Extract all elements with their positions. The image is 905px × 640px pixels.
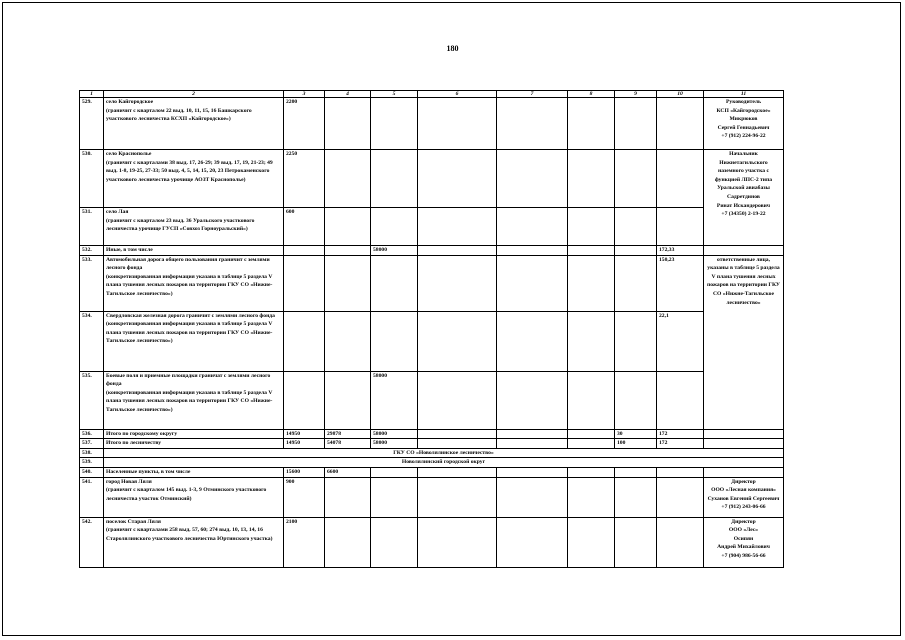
contact-cell: ответственные лица, указаны в таблице 5 раздела V плана тушения лесных пожаров на территории ГКУ СО «Нижне-Тагильское лесничество» [704,255,784,429]
section-title: ГКУ СО «Новолялинское лесничество» [104,448,784,458]
cell-col10: 150,23 [657,255,704,311]
section-row [80,448,784,458]
cell-col9 [615,98,657,150]
cell-col7 [497,208,568,246]
cell-col9 [615,150,657,208]
table-row [80,208,784,246]
cell-col7 [497,246,568,256]
cell-col9 [615,246,657,256]
page-number: 180 [446,44,459,53]
row-description: село Краснополье (граничит с кварталами 38 выд. 17, 26-29; 39 выд. 17, 19, 21-23; 49 выд. 1-8, 19-25, 27-33; 50 выд. 4, 5, 14, 15, 20, 23 Петрокаменского участкового лесничества урочище АОЗТ Краснополье) [104,150,284,208]
table-row [80,477,784,517]
cell-col10 [657,150,704,208]
cell-col3: 2200 [284,98,325,150]
cell-col3 [284,311,325,371]
col-header: 9 [615,91,657,98]
cell-col4 [325,371,371,429]
row-description: село Кайгородское (граничит с кварталом 22 выд. 10, 11, 15, 16 Башкарского участкового лесничества КСХП «Кайгородское») [104,98,284,150]
col-header: 10 [657,91,704,98]
cell-col8 [568,517,615,567]
cell-col10: 22,1 [657,311,704,371]
table-row [80,371,784,429]
cell-col3 [284,246,325,256]
table-row [80,150,784,208]
cell-col8 [568,467,615,477]
section-title: Новолялинский городской округ [104,458,784,468]
contact-cell: Директор ООО «Лесная компания» Суханов Евгений Сергеевич +7 (912) 243-06-66 [704,477,784,517]
cell-col5 [371,467,418,477]
cell-col7 [497,477,568,517]
contact-cell [704,439,784,449]
col-header: 8 [568,91,615,98]
table-row [80,439,784,449]
col-header: 4 [325,91,371,98]
cell-col8 [568,439,615,449]
cell-col10: 172 [657,439,704,449]
cell-col3: 15600 [284,467,325,477]
cell-col10: 172,33 [657,246,704,256]
cell-col5: 58000 [371,246,418,256]
cell-col3 [284,255,325,311]
cell-col7 [497,255,568,311]
cell-col8 [568,208,615,246]
cell-col6 [418,429,497,439]
cell-col5 [371,311,418,371]
cell-col5: 58000 [371,439,418,449]
contact-cell [704,467,784,477]
row-number: 541. [80,477,104,517]
cell-col9 [615,517,657,567]
col-header: 6 [418,91,497,98]
cell-col3: 2250 [284,150,325,208]
col-header: 3 [284,91,325,98]
cell-col5: 58000 [371,371,418,429]
row-number: 530. [80,150,104,208]
cell-col8 [568,255,615,311]
row-description: поселок Старая Ляля (граничит с кварталами 258 выд. 57, 60; 274 выд. 10, 13, 14, 16 Старолялинского участкового лесничества Юртинского участка) [104,517,284,567]
row-number: 539. [80,458,104,468]
cell-col8 [568,477,615,517]
cell-col6 [418,371,497,429]
cell-col8 [568,371,615,429]
row-number: 533. [80,255,104,311]
cell-col3: 14950 [284,429,325,439]
cell-col8 [568,150,615,208]
row-description: Итого по лесничеству [104,439,284,449]
cell-col4: 54078 [325,439,371,449]
cell-col7 [497,311,568,371]
table-row [80,467,784,477]
contact-cell: Начальник Нижнетагильского наземного участка с функцией ЛПС-2 типа Уральской авиабазы Садретдинов Ринат Искандерович +7 (34350) 2-19-22 [704,150,784,246]
cell-col9 [615,467,657,477]
contact-cell [704,429,784,439]
cell-col10 [657,467,704,477]
cell-col7 [497,98,568,150]
cell-col4 [325,208,371,246]
cell-col4 [325,255,371,311]
cell-col3 [284,371,325,429]
col-header: 5 [371,91,418,98]
cell-col6 [418,98,497,150]
cell-col7 [497,429,568,439]
cell-col6 [418,208,497,246]
row-number: 540. [80,467,104,477]
col-header: 7 [497,91,568,98]
row-number: 536. [80,429,104,439]
row-description: село Лая (граничит с кварталом 23 выд. 36 Уральского участкового лесничества урочище ГУСП «Совхоз Горноуральский») [104,208,284,246]
row-description: город Новая Ляля (граничит с кварталом 145 выд. 1-3, 9 Отминского участкового лесничества участок Отминский) [104,477,284,517]
row-number: 535. [80,371,104,429]
cell-col4 [325,517,371,567]
cell-col4: 6600 [325,467,371,477]
contact-cell [704,246,784,256]
row-description: Итого по городскому округу [104,429,284,439]
col-header: 11 [704,91,784,98]
cell-col8 [568,246,615,256]
cell-col5 [371,517,418,567]
cell-col9: 30 [615,429,657,439]
cell-col10 [657,208,704,246]
cell-col8 [568,311,615,371]
cell-col6 [418,150,497,208]
cell-col3: 600 [284,208,325,246]
cell-col10 [657,517,704,567]
cell-col3: 14950 [284,439,325,449]
cell-col5 [371,98,418,150]
cell-col3: 900 [284,477,325,517]
cell-col10: 172 [657,429,704,439]
cell-col6 [418,477,497,517]
cell-col8 [568,429,615,439]
cell-col5 [371,477,418,517]
table-row [80,517,784,567]
cell-col4 [325,477,371,517]
cell-col7 [497,467,568,477]
row-number: 542. [80,517,104,567]
cell-col6 [418,439,497,449]
cell-col4 [325,150,371,208]
cell-col5 [371,255,418,311]
cell-col10 [657,98,704,150]
cell-col6 [418,246,497,256]
cell-col6 [418,255,497,311]
cell-col5 [371,150,418,208]
cell-col7 [497,517,568,567]
table-row [80,429,784,439]
contact-cell: Директор ООО «Лес» Осипян Андрей Михайлович +7 (904) 986-56-66 [704,517,784,567]
row-number: 531. [80,208,104,246]
cell-col9 [615,371,657,429]
cell-col9 [615,208,657,246]
register-table [79,90,784,568]
cell-col9 [615,255,657,311]
cell-col4 [325,98,371,150]
row-number: 534. [80,311,104,371]
row-description: Иные, в том числе [104,246,284,256]
table-row [80,98,784,150]
cell-col10 [657,371,704,429]
row-number: 529. [80,98,104,150]
cell-col3: 2100 [284,517,325,567]
cell-col5 [371,208,418,246]
cell-col6 [418,311,497,371]
cell-col6 [418,517,497,567]
cell-col7 [497,150,568,208]
cell-col7 [497,439,568,449]
table-row [80,246,784,256]
row-description: Населенные пункты, в том числе [104,467,284,477]
cell-col9: 100 [615,439,657,449]
cell-col7 [497,371,568,429]
contact-cell: Руководитель КСП «Кайгородское» Микрюков Сергей Геннадьевич +7 (912) 224-96-22 [704,98,784,150]
header-row [80,91,784,98]
cell-col6 [418,467,497,477]
row-description: Свердловская железная дорога граничит с землями лесного фонда (конкретизированная информация указана в таблице 5 раздела V плана тушения лесных пожаров на территории ГКУ СО «Нижне-Тагильское лесничество») [104,311,284,371]
row-number: 537. [80,439,104,449]
cell-col4 [325,246,371,256]
table-row [80,311,784,371]
row-number: 538. [80,448,104,458]
row-number: 532. [80,246,104,256]
cell-col4 [325,311,371,371]
col-header: 1 [80,91,104,98]
col-header: 2 [104,91,284,98]
row-description: Автомобильная дорога общего пользования граничит с землями лесного фонда (конкретизированная информация указана в таблице 5 раздела V плана тушения лесных пожаров на территории ГКУ СО «Нижне-Тагильское лесничество») [104,255,284,311]
row-description: Боевые поля и приемные площадки граничат с землями лесного фонда (конкретизированная информация указана в таблице 5 раздела V плана тушения лесных пожаров на территории ГКУ СО «Нижне-Тагильское лесничество») [104,371,284,429]
cell-col4: 29878 [325,429,371,439]
cell-col9 [615,311,657,371]
table-row [80,255,784,311]
cell-col5: 58000 [371,429,418,439]
cell-col10 [657,477,704,517]
cell-col9 [615,477,657,517]
cell-col8 [568,98,615,150]
section-row [80,458,784,468]
